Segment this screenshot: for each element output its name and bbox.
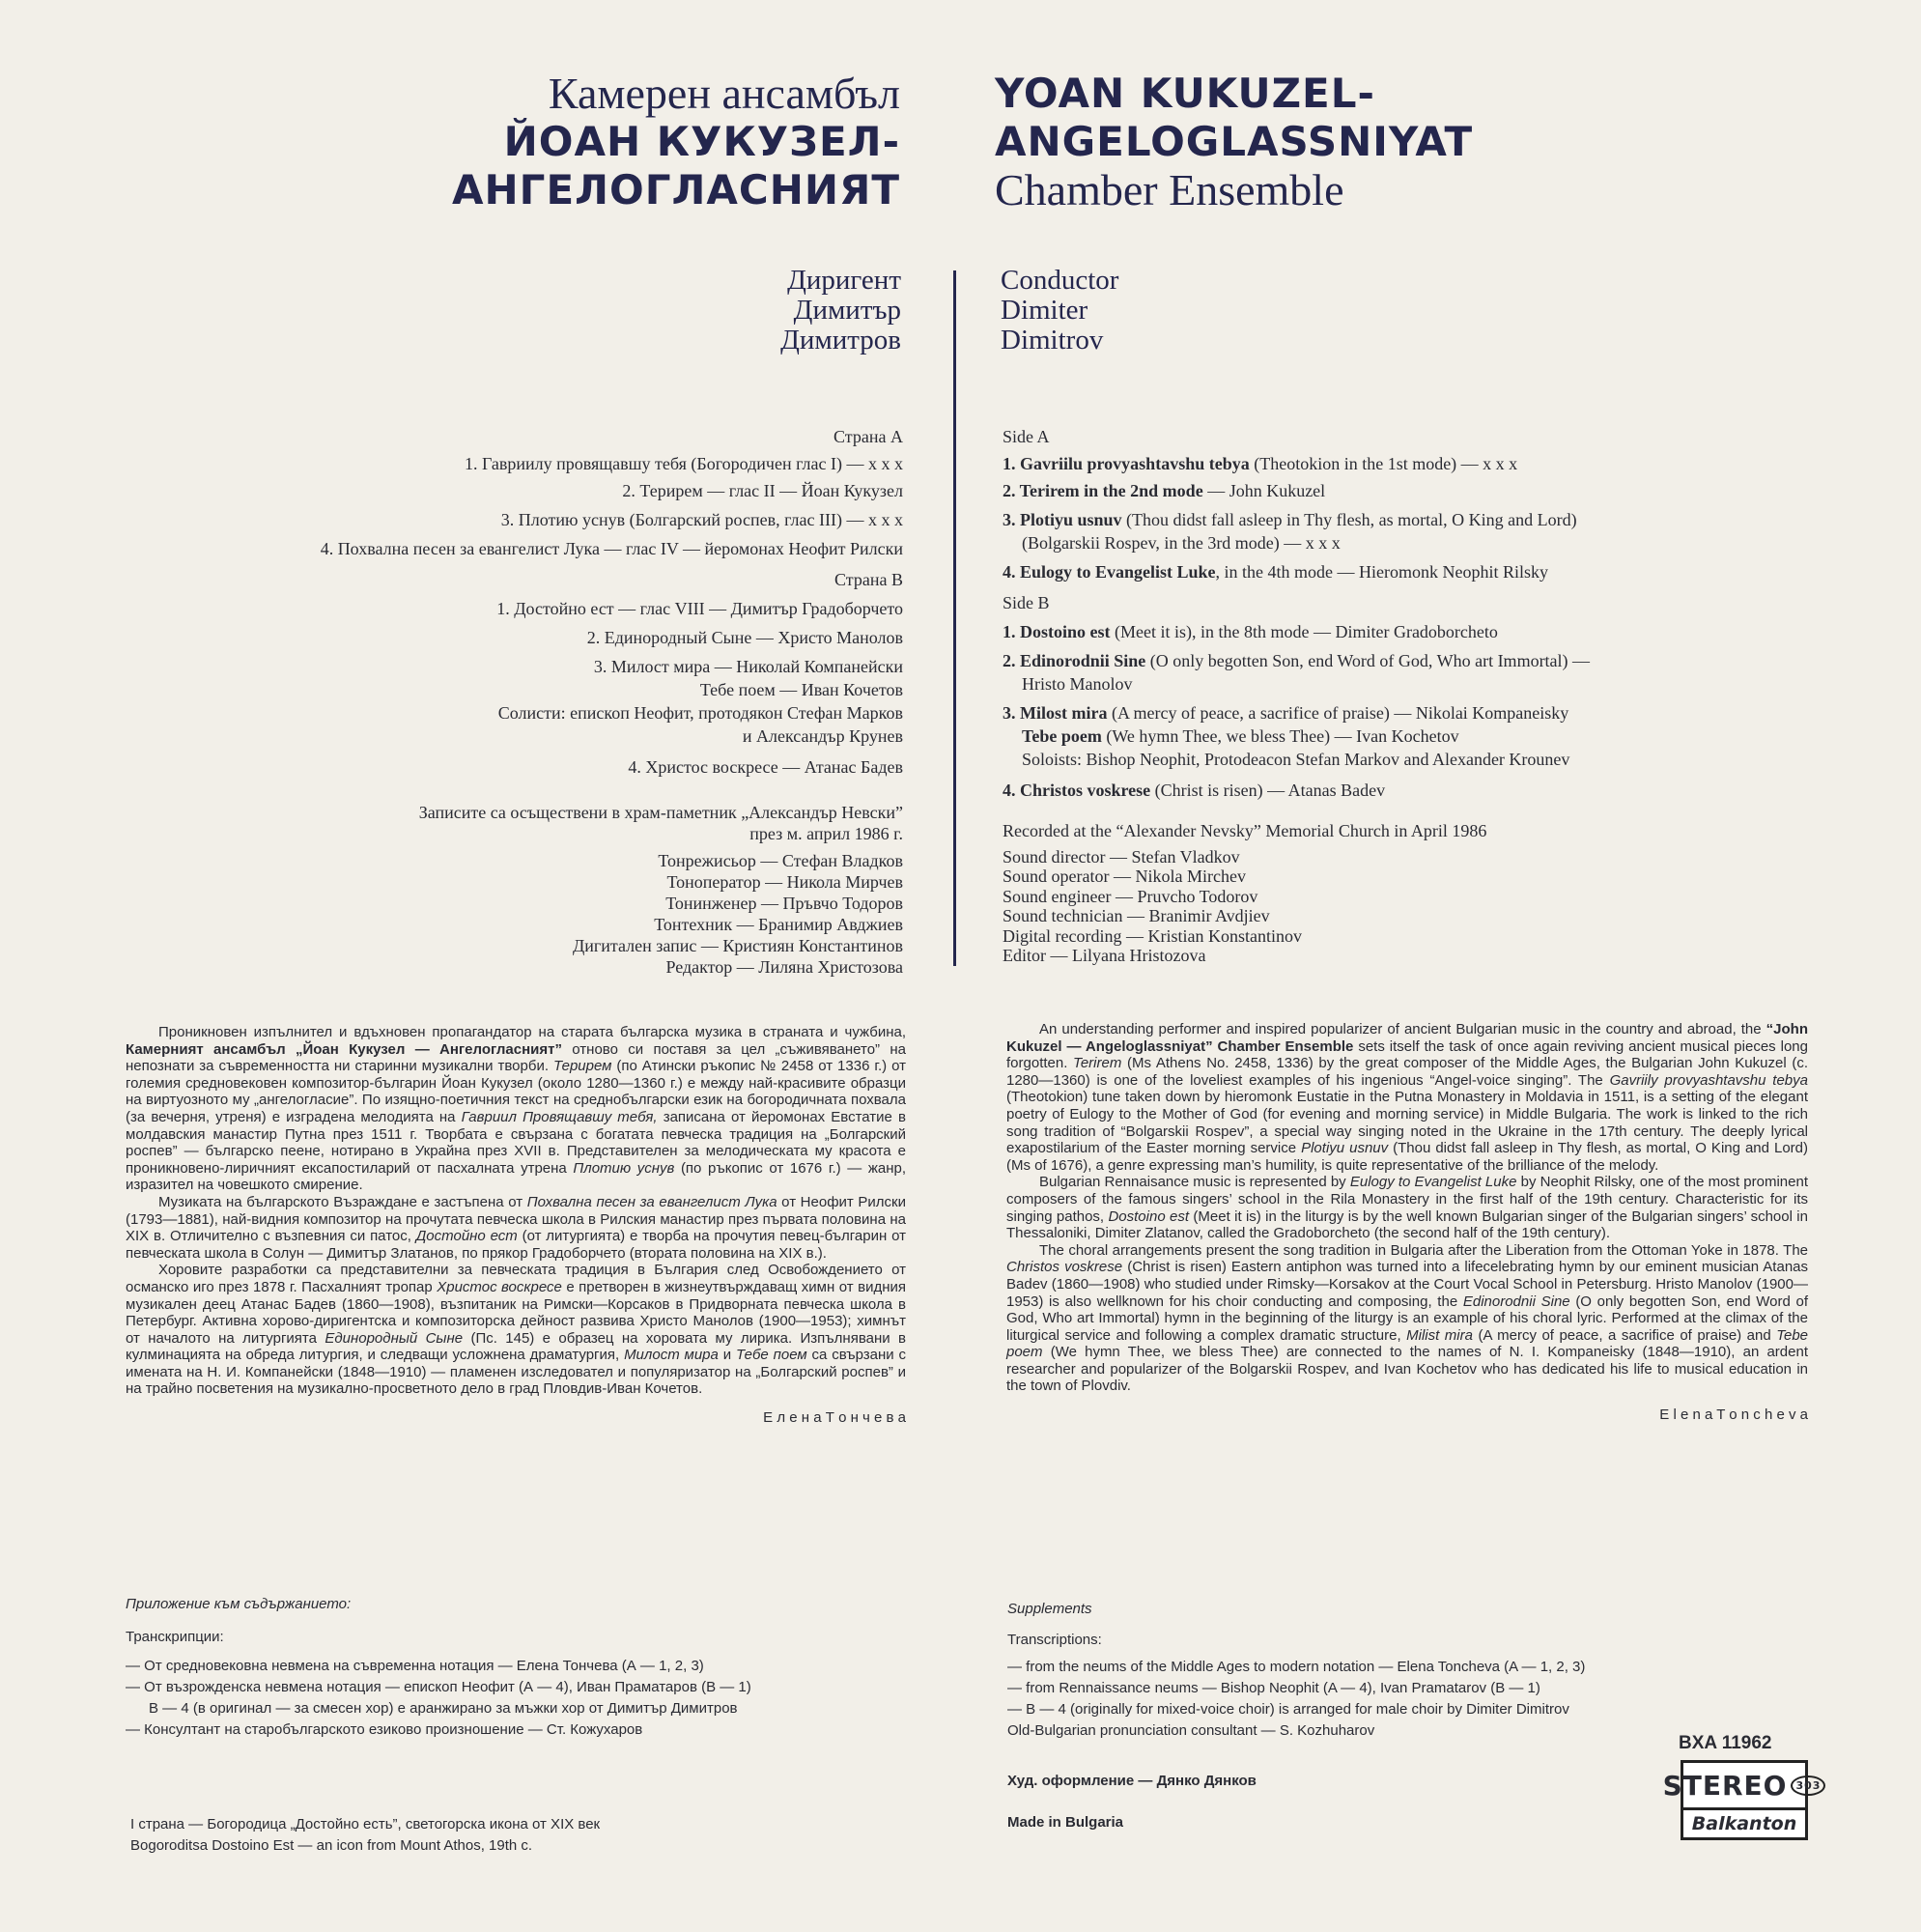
bg-tracklist xyxy=(135,425,903,779)
bg-track-b3: 3. Милост мира — Николай Компанейски xyxy=(593,657,903,676)
bg-supplement-line2: — От възрожденска невмена нотация — епископ Неофит (А — 4), Иван Праматаров (В — 1) xyxy=(126,1679,751,1695)
bg-recorded-date: през м. април 1986 г. xyxy=(749,824,903,843)
en-supplement-line2: — from Rennaissance neums — Bishop Neophit (A — 4), Ivan Pramatarov (B — 1) xyxy=(1007,1680,1540,1696)
en-recorded: Recorded at the “Alexander Nevsky” Memorial Church in April 1986 xyxy=(1003,821,1487,840)
stereo-number: 303 xyxy=(1791,1776,1825,1796)
en-supplement-line4: Old-Bulgarian pronunciation consultant — S. Kozhuharov xyxy=(1007,1722,1375,1739)
bg-soloists-cont: и Александър Крунев xyxy=(742,726,903,746)
conductor-en-last: Dimitrov xyxy=(1001,325,1104,355)
en-essay-p3: The choral arrangements present the song tradition in Bulgaria after the Liberation from the Ottoman Yoke in 1878. The Christos voskrese (Christ is risen) Eastern antiphon was turned into a lifecelebrating hymn by our eminent musician Atanas Badev (1860—1908) who studied under Rimsky—Korsakov at the Court Vocal School in Petersburg. Hristo Manolov (1900—1953) is also wellknown for his choir conducting and composing, the Edinorodnii Sine (O only begotten Son, end Word of God, Who art Immortal) hymn in the beginning of the liturgy is an example of his choral lyric. Performed at the climax of the liturgical service and following a complex dramatic structure, Milist mira (A mercy of peace, a sacrifice of praise) and Tebe poem (We hymn Thee, we bless Thee) are connected to the names of N. I. Kompaneisky (1848—1910), an ardent researcher and popularizer of the Bolgarskii Rospev, and Ivan Kochetov who has dedicated his life to musical education in the town of Plovdiv. xyxy=(1006,1241,1809,1395)
bg-essay xyxy=(126,1024,906,1427)
en-supplement-title: Supplements xyxy=(1007,1601,1092,1617)
bg-essay-author: Е л е н а Т о н ч е в а xyxy=(763,1409,906,1427)
conductor-en-label: Conductor xyxy=(1001,265,1119,296)
en-credit-operator: Sound operator — Nikola Mirchev xyxy=(1003,867,1246,886)
title-bg-line2: ЙОАН КУКУЗЕЛ- xyxy=(503,118,900,165)
en-essay-p1: An understanding performer and inspired popularizer of ancient Bulgarian music in the country and abroad, the “John Kukuzel — Angeloglassniyat” Chamber Ensemble sets itself the task of once again reviving ancient musical pieces long forgotten. Terirem (Ms Athens No. 2458, 1336) by the great composer of the Middle Ages, the Bulgarian John Kukuzel (c. 1280—1360) is one of the loveliest examples of his ingenious “Angel-voice singing”. The Gavriily provyashtavshu tebya (Theotokion) tune taken down by hieromonk Eustatie in the Putna Monastery in Moldavia in 1511, is a setting of the elegant poetry of Eulogy to the Mother of God (for evening and morning service) in Middle Bulgaria. The work is linked to the rich song tradition of “Bolgarskii Rospev”, a special way singing noted in the Ukraine in the 17th century. The deeply lyrical exapostilarium of the Easter morning service Plotiyu usnuv (Thou didst fall asleep in Thy flesh, as mortal, O King and Lord) (Ms of 1676), a genre expressing man’s humility, is quite representative of the brilliance of the melody. xyxy=(1006,1021,1808,1174)
bg-supplement xyxy=(126,1594,918,1741)
en-track-a2: 2. Terirem in the 2nd mode — John Kukuzel xyxy=(1003,481,1326,500)
bg-track-a2: 2. Терирем — глас II — Йоан Кукузел xyxy=(622,481,903,500)
conductor-bg-last: Димитров xyxy=(780,325,901,355)
title-en-line1: YOAN KUKUZEL- xyxy=(995,70,1375,117)
icon-caption-bg: I страна — Богородица „Достойно есть”, светогорска икона от XIX век xyxy=(130,1816,601,1833)
en-track-b1: 1. Dostoino est (Meet it is), in the 8th mode — Dimiter Gradoborcheto xyxy=(1003,622,1498,641)
en-credit-digital: Digital recording — Kristian Konstantinov xyxy=(1003,925,1302,946)
design-credit: Худ. оформление — Дянко Дянков xyxy=(1007,1773,1257,1789)
icon-caption xyxy=(130,1814,903,1857)
bg-recorded: Записите са осъществени в храм-паметник „Александър Невски” xyxy=(418,803,903,822)
en-credit-technician: Sound technician — Branimir Avdjiev xyxy=(1003,906,1270,925)
conductor-bg xyxy=(618,266,901,355)
bg-soloists: Солисти: епископ Неофит, протодякон Стефан Марков xyxy=(497,703,903,723)
bg-supplement-line3: В — 4 (в оригинал — за смесен хор) е аранжирано за мъжки хор от Димитър Димитров xyxy=(149,1700,738,1717)
bg-supplement-line1: — От средновековна невмена на съвременна нотация — Елена Тончева (А — 1, 2, 3) xyxy=(126,1658,704,1674)
bg-credit-director: Тонрежисьор — Стефан Владков xyxy=(658,851,903,870)
bg-credit-engineer: Тонинженер — Пръвчо Тодоров xyxy=(665,894,903,913)
balkanton-stereo-logo xyxy=(1662,1760,1822,1840)
en-track-a3: 3. Plotiyu usnuv (Thou didst fall asleep in Thy flesh, as mortal, O King and Lord) xyxy=(1003,510,1577,529)
en-supplement-line1: — from the neums of the Middle Ages to modern notation — Elena Toncheva (A — 1, 2, 3) xyxy=(1007,1659,1586,1675)
en-essay xyxy=(1006,1021,1808,1424)
conductor-bg-first: Димитър xyxy=(793,295,901,326)
conductor-bg-label: Диригент xyxy=(787,265,901,296)
bg-track-a4: 4. Похвална песен за евангелист Лука — глас IV — йеромонах Неофит Рилски xyxy=(320,539,903,558)
balkanton-label: Balkanton xyxy=(1691,1813,1797,1834)
title-bg-line3: АНГЕЛОГЛАСНИЯТ xyxy=(452,166,900,213)
conductor-en xyxy=(1001,266,1290,355)
bg-credit-technician: Тонтехник — Бранимир Авджиев xyxy=(654,915,903,934)
en-track-a1: 1. Gavriilu provyashtavshu tebya (Theotokion in the 1st mode) — x x x xyxy=(1003,454,1518,473)
bg-supplement-title: Приложение към съдържанието: xyxy=(126,1596,352,1612)
en-track-b3-second: Tebe poem (We hymn Thee, we bless Thee) — Ivan Kochetov xyxy=(1022,726,1459,746)
english-title xyxy=(995,70,1671,214)
bg-supplement-line4: — Консултант на старобългарското езиково произношение — Ст. Кожухаров xyxy=(126,1721,643,1738)
bg-side-b: Страна В xyxy=(834,570,903,589)
bg-credit-editor: Редактор — Лиляна Христозова xyxy=(665,957,903,977)
en-credits xyxy=(1003,821,1852,966)
conductor-en-first: Dimiter xyxy=(1001,295,1088,326)
en-track-b3: 3. Milost mira (A mercy of peace, a sacrifice of praise) — Nikolai Kompaneisky xyxy=(1003,703,1569,723)
bg-track-b3-second: Тебе поем — Иван Кочетов xyxy=(699,680,903,699)
en-track-a3-cont: (Bolgarskii Rospev, in the 3rd mode) — x x x xyxy=(1022,533,1341,553)
en-soloists: Soloists: Bishop Neophit, Protodeacon Stefan Markov and Alexander Krounev xyxy=(1022,750,1570,769)
title-en-line3: Chamber Ensemble xyxy=(995,165,1344,214)
en-supplement-line3: — B — 4 (originally for mixed-voice choir) is arranged for male choir by Dimiter Dimitrov xyxy=(1007,1701,1569,1718)
bg-track-a1: 1. Гавриилу провящавшу тебя (Богородичен глас I) — x x x xyxy=(464,454,903,473)
bg-side-a: Страна А xyxy=(833,427,903,446)
bulgarian-title xyxy=(290,70,900,214)
en-credit-editor: Editor — Lilyana Hristozova xyxy=(1003,946,1206,965)
en-track-b4: 4. Christos voskrese (Christ is risen) — Atanas Badev xyxy=(1003,781,1386,800)
en-track-a4: 4. Eulogy to Evangelist Luke, in the 4th mode — Hieromonk Neophit Rilsky xyxy=(1003,562,1549,582)
bg-essay-p3: Хоровите разработки са представителни за певческата традиция в България след Освобождението от османско иго през 1878 г. Пасхалният тропар Христос воскресе е претворен в жизнеутвърждаващ химн от видния музикален деец Атанас Бадев (1860—1908), възпитаник на Римски—Корсаков в Придворната певческа школа в Петербург. Активна хорово-диригентска и композиторска дейност развива Христо Манолов (1900—1953); химнът от началото на литургията Единородный Сыне (Пс. 145) е образец на хоровата му лирика. Изпълнявани в кулминацията на обреда литургия, и следващи усложнена драматургия, Милост мира и Тебе поем са свързани с имената на Н. И. Компанейски (1848—1910) — пламенен изследовател и популяризатор на „Болгарский роспев” и на трайно посветения на музикално-просветното дело в град Пловдив-Иван Кочетов. xyxy=(126,1262,907,1398)
bg-transcriptions-label: Транскрипции: xyxy=(126,1629,224,1645)
center-divider xyxy=(953,270,956,966)
en-side-a: Side A xyxy=(1003,427,1050,446)
en-track-b2: 2. Edinorodnii Sine (O only begotten Son, end Word of God, Who art Immortal) — xyxy=(1003,651,1591,670)
catalog-number: BXA 11962 xyxy=(1679,1733,1772,1753)
icon-caption-en: Bogoroditsa Dostoino Est — an icon from Mount Athos, 19th c. xyxy=(130,1837,533,1854)
en-supplement xyxy=(1007,1599,1799,1742)
bg-credit-digital: Дигитален запис — Кристиян Константинов xyxy=(573,936,903,955)
bg-credits xyxy=(135,802,903,978)
en-essay-p2: Bulgarian Rennaisance music is represented by Eulogy to Evangelist Luke by Neophit Rilsky, one of the most prominent composers of the famous singers’ school in the Rila Monastery in the first half of the 19th century. Characteristic for its singing pathos, Dostoino est (Meet it is) in the liturgy is by the well known Bulgarian singer of the Bulgarian singers’ school in Thessaloniki, Dimiter Zlatanov, called the Gradoborcheto (the second half of the 19th century). xyxy=(1006,1174,1808,1242)
en-essay-author: E l e n a T o n c h e v a xyxy=(1659,1406,1808,1424)
en-transcriptions-label: Transcriptions: xyxy=(1007,1632,1102,1648)
bg-track-b4: 4. Христос воскресе — Атанас Бадев xyxy=(628,757,903,777)
en-side-b: Side B xyxy=(1003,593,1050,612)
en-tracklist xyxy=(1003,425,1852,802)
bg-track-b2: 2. Единородный Сыне — Христо Манолов xyxy=(586,628,903,647)
en-track-b2-cont: Hristo Manolov xyxy=(1022,674,1133,694)
bg-track-b1: 1. Достойно ест — глас VIII — Димитър Градоборчето xyxy=(496,599,903,618)
bg-essay-p1: Проникновен изпълнител и вдъхновен пропагандатор на старата българска музика в страната и чужбина, Камерният ансамбъл „Йоан Кукузел — Ангелогласният” отново си поставя за цел „съживяването” на непознати за съвременността ни старинни музикални творби. Терирем (по Атински ръкопис № 2458 от 1336 г.) от големия средновековен композитор-българин Йоан Кукузел (около 1280—1360 г.) е между най-красивите образци на виртуозното му „ангелогласие”. По изящно-поетичния текст на среднобългарски език на богородичната похвала (за вечерня, утреня) е изградена мелодията на Гавриил Провящавшу тебя, записана от йеромонах Евстатие в молдавския манастир Путна през 1511 г. Творбата е свързана с богатата певческа традиция на „Болгарский роспев” — българско пеене, нотирано в Украйна през XVII в. Представителен за мелодическата му красота е проникновено-лиричният ексапостиларий от пасхалната утрена Плотию уснув (по ръкопис от 1676 г.) — жанр, изразител на човешкото смирение. xyxy=(126,1024,907,1194)
title-bg-line1: Камерен ансамбъл xyxy=(548,69,900,118)
made-in-bulgaria: Made in Bulgaria xyxy=(1007,1814,1124,1831)
bg-essay-p2: Музиката на българското Възраждане е застъпена от Похвална песен за евангелист Лука от Неофит Рилски (1793—1881), най-видния композитор на прочутата певческа школа в Рилския манастир през първата половина на XIX в. Отличително с възпевния си патос, Достойно ест (от литургията) е творба на прочутия певец-българин от певческата школа в Солун — Димитър Златанов, по прякор Градоборчето (втората половина на XIX в.). xyxy=(126,1193,906,1262)
en-credit-engineer: Sound engineer — Pruvcho Todorov xyxy=(1003,886,1258,906)
bg-credit-operator: Тоноператор — Никола Мирчев xyxy=(666,872,903,892)
stereo-mark: STEREO 303 xyxy=(1683,1763,1805,1810)
bg-track-a3: 3. Плотию уснув (Болгарский роспев, глас III) — x x x xyxy=(500,510,903,529)
title-en-line2: ANGELOGLASSNIYAT xyxy=(995,118,1474,165)
en-credit-director: Sound director — Stefan Vladkov xyxy=(1003,846,1240,867)
